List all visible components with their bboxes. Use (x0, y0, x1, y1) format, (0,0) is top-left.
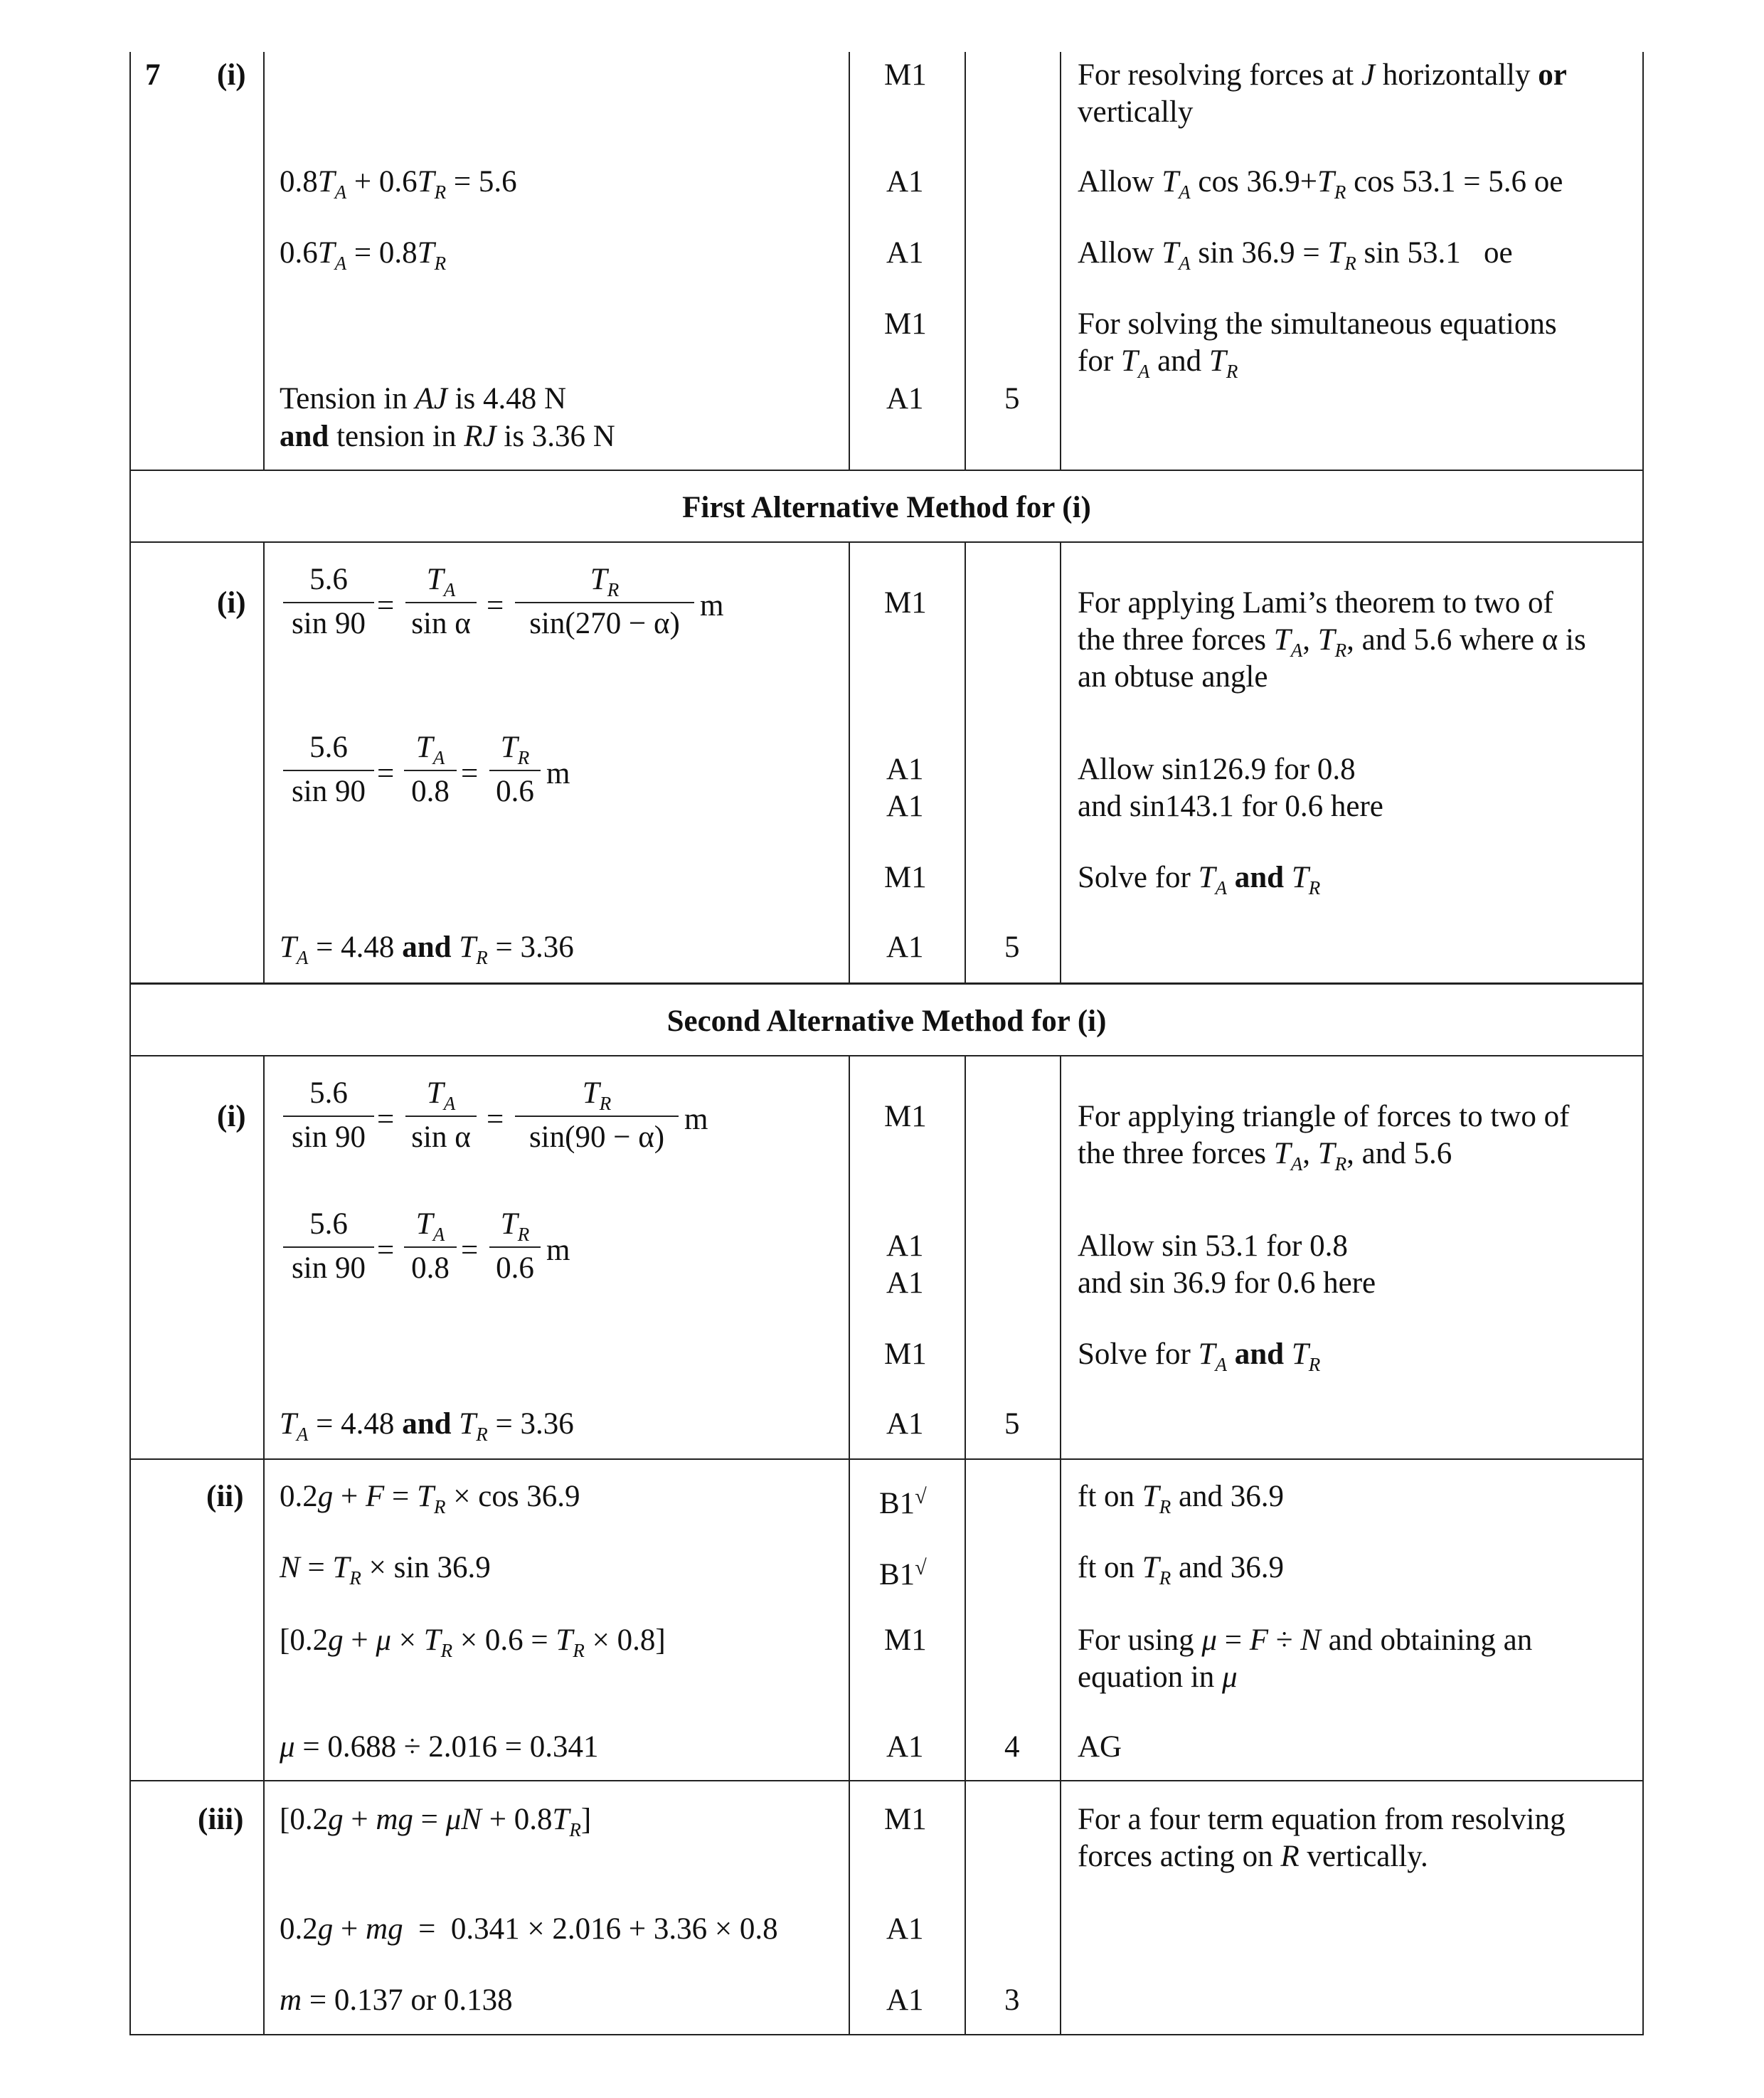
guidance-comment: the three forces $T_A$, $T_R$, and 5.6 (1078, 1137, 1452, 1175)
guidance-comment: and sin143.1 for 0.6 here (1078, 790, 1383, 823)
grid-line (849, 1056, 850, 2035)
working-equation: $T_A = 4.48$ and $T_R = 3.36$ (280, 931, 574, 968)
fraction: 5.6 sin 90 (283, 1207, 374, 1292)
grid-line (965, 52, 966, 470)
grid-line (1060, 52, 1061, 470)
unit-label: m (700, 589, 724, 622)
part-label: (iii) (198, 1803, 244, 1836)
guidance-comment: Allow $T_A$ $\sin 36.9 = T_R$ sin 53.1 oe (1078, 236, 1513, 274)
grid-line (129, 1055, 1644, 1056)
section-heading: First Alternative Method for (i) (682, 491, 1091, 524)
equals-sign: = (377, 1234, 395, 1267)
fraction: 5.6 sin 90 (283, 730, 374, 815)
mark-code: A1 (886, 931, 924, 964)
equals-sign: = (377, 757, 395, 790)
fraction: $T_R$ sin(270 − α) (515, 562, 694, 647)
equals-sign: = (377, 1103, 395, 1136)
grid-line (129, 470, 1644, 471)
grid-line (263, 52, 265, 470)
guidance-comment: Allow $T_A$ $\cos 36.9+T_R$ cos 53.1 = 5.6 oe (1078, 165, 1563, 203)
part-label: (i) (217, 58, 246, 92)
grid-line (129, 2034, 1644, 2035)
unit-label: m (684, 1103, 708, 1136)
guidance-comment: For using μ = F ÷ N and obtaining an (1078, 1623, 1533, 1657)
mark-code: A1 (886, 790, 924, 823)
equals-sign: = (377, 589, 395, 622)
guidance-comment: Solve for $T_A$ and $T_R$ (1078, 1337, 1321, 1375)
grid-line (849, 52, 850, 470)
mark-code: A1 (886, 165, 924, 198)
grid-line (965, 1056, 966, 2035)
grid-line (1060, 1056, 1061, 2035)
check-icon: √ (915, 1485, 927, 1508)
mark-code: M1 (884, 586, 927, 620)
fraction: 5.6 sin 90 (283, 562, 374, 647)
mark-total: 5 (1004, 931, 1020, 964)
working-equation: $0.2g + F = T_R \times \cos 36.9$ (280, 1480, 580, 1517)
guidance-comment: equation in μ (1078, 1660, 1238, 1694)
working-statement: and tension in RJ is 3.36 N (280, 420, 615, 453)
grid-line (1642, 52, 1644, 2035)
mark-code: M1 (884, 861, 927, 894)
fraction: $T_A$ sin α (405, 1076, 477, 1161)
working-equation: μ = 0.688 ÷ 2.016 = 0.341 (280, 1730, 599, 1764)
grid-line (1060, 542, 1061, 983)
unit-label: m (546, 757, 570, 790)
mark-code: M1 (884, 1623, 927, 1657)
fraction: 5.6 sin 90 (283, 1076, 374, 1161)
mark-code: A1 (886, 753, 924, 786)
section-heading: Second Alternative Method for (i) (666, 1005, 1107, 1038)
guidance-comment: For applying triangle of forces to two of (1078, 1100, 1570, 1133)
mark-code: A1 (886, 1912, 924, 1946)
mark-code: A1 (886, 1266, 924, 1300)
working-equation: m = 0.137 or 0.138 (280, 1983, 513, 2017)
mark-code: M1 (884, 58, 927, 92)
mark-code: M1 (884, 1803, 927, 1836)
grid-line (263, 542, 265, 983)
mark-code: M1 (884, 307, 927, 341)
working-equation: $0.8T_A + 0.6T_R = 5.6$ (280, 165, 517, 203)
grid-line (129, 1780, 1644, 1781)
working-statement: Tension in AJ is 4.48 N (280, 382, 567, 415)
guidance-comment: forces acting on R vertically. (1078, 1840, 1428, 1873)
guidance-comment: an obtuse angle (1078, 660, 1268, 694)
mark-code: A1 (886, 1983, 924, 2017)
mark-code: A1 (886, 236, 924, 270)
grid-line (849, 542, 850, 983)
guidance-comment: Allow sin126.9 for 0.8 (1078, 753, 1356, 786)
guidance-comment: Solve for $T_A$ and $T_R$ (1078, 861, 1321, 899)
guidance-comment: For a four term equation from resolving (1078, 1803, 1566, 1836)
working-equation: $N = T_R \times \sin 36.9$ (280, 1551, 491, 1589)
mark-code: A1 (886, 1229, 924, 1263)
guidance-comment: the three forces $T_A$, $T_R$, and 5.6 where α is (1078, 623, 1586, 661)
mark-code: B1√ (879, 1485, 927, 1520)
grid-line (129, 52, 131, 2035)
mark-total: 3 (1004, 1983, 1020, 2017)
fraction: $T_A$ 0.8 (404, 1207, 457, 1292)
fraction: $T_A$ sin α (405, 562, 477, 647)
fraction: $T_R$ 0.6 (489, 1207, 541, 1292)
guidance-comment: For solving the simultaneous equations (1078, 307, 1557, 341)
working-equation: $T_A = 4.48$ and $T_R = 3.36$ (280, 1407, 574, 1445)
guidance-comment: AG (1078, 1730, 1122, 1764)
unit-label: m (546, 1234, 570, 1267)
check-icon: √ (915, 1556, 927, 1579)
equals-sign: = (461, 757, 479, 790)
fraction: $T_A$ 0.8 (404, 730, 457, 815)
guidance-comment: For applying Lami’s theorem to two of (1078, 586, 1553, 620)
mark-code: A1 (886, 1407, 924, 1441)
guidance-comment: for $T_A$ and $T_R$ (1078, 344, 1238, 382)
mark-code: A1 (886, 1730, 924, 1764)
guidance-comment: Allow sin 53.1 for 0.8 (1078, 1229, 1348, 1263)
working-equation: [0.2g + mg = $\mu N + 0.8T_R$] (280, 1803, 592, 1840)
grid-line (129, 1458, 1644, 1460)
mark-code: M1 (884, 1337, 927, 1371)
guidance-comment: ft on $T_R$ and 36.9 (1078, 1551, 1285, 1589)
mark-code: B1√ (879, 1556, 927, 1591)
part-label: (ii) (206, 1480, 244, 1513)
mark-code: A1 (886, 382, 924, 415)
grid-line (129, 982, 1644, 985)
part-label: (i) (217, 1100, 246, 1133)
guidance-comment: ft on $T_R$ and 36.9 (1078, 1480, 1285, 1517)
mark-total: 5 (1004, 382, 1020, 415)
guidance-comment: and sin 36.9 for 0.6 here (1078, 1266, 1376, 1300)
grid-line (965, 542, 966, 983)
question-number: 7 (145, 58, 161, 92)
mark-code: M1 (884, 1100, 927, 1133)
working-equation: 0.2g + mg = 0.341 × 2.016 + 3.36 × 0.8 (280, 1912, 778, 1946)
equals-sign: = (461, 1234, 479, 1267)
fraction: $T_R$ 0.6 (489, 730, 541, 815)
guidance-comment: vertically (1078, 95, 1194, 129)
equals-sign: = (487, 589, 504, 622)
guidance-comment: For resolving forces at J horizontally or (1078, 58, 1567, 92)
grid-line (263, 1056, 265, 2035)
working-equation: $0.6T_A = 0.8T_R$ (280, 236, 447, 274)
part-label: (i) (217, 586, 246, 620)
working-equation: $[0.2g + \mu \times T_R \times 0.6 = T_R \times 0.8]$ (280, 1623, 666, 1661)
mark-total: 4 (1004, 1730, 1020, 1764)
equals-sign: = (487, 1103, 504, 1136)
mark-total: 5 (1004, 1407, 1020, 1441)
fraction: $T_R$ sin(90 − α) (515, 1076, 679, 1161)
grid-line (129, 541, 1644, 543)
